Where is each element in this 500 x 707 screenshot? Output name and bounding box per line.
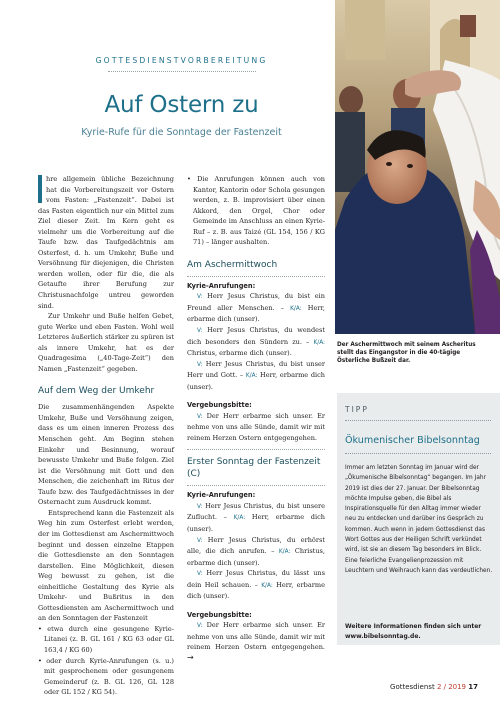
kicker-divider (108, 71, 256, 72)
invocation-line: V: Herr Jesus Christus, du bist ein Freund aller Menschen. – K/A: Herr, erbarme dich (unser). (187, 292, 325, 324)
issue-number: 2 / 2019 (436, 683, 467, 691)
intro-paragraph-2: Zur Umkehr und Buße helfen Gebet, gute Werke und eben Fasten. Wohl weil Letzteres äußerlich stärker zu spüren ist als innere Umkehr, hat es der Quadragesima („40-Tage-Zeit“) den Namen „Fastenzeit“ gegeben. (38, 312, 174, 373)
page-footer (390, 683, 478, 691)
bullet-item-2: • oder durch Kyrie-Anrufungen (s. u.) mit gesprochenem oder gesungenem Gemeinderuf (z. B. GL 126, GL 128 oder GL 152 / KG 54). (38, 656, 174, 697)
body-paragraph-1: Die zusammenhängenden Aspekte Umkehr, Buße und Versöhnung zeigen, dass es um einen inneren Prozess des Menschen geht. Am Beginn stehen Einkehr und Besinnung, worauf bewusste Umkehr und Buße folgen. Ziel ist die Versöhnung mit Gott und den Menschen, die zeichenhaft im Ritus der Taufe bzw. des Taufgedächtnisses in der Osternacht zum Ausdruck kommt. (38, 403, 174, 507)
magazine-name: Gottesdienst (390, 683, 435, 691)
invocation-line: V: Herr Jesus Christus, du bist unsere Zuflucht. – K/A: Herr, erbarme dich (unser). (187, 501, 325, 533)
body-paragraph-2: Entsprechend kann die Fastenzeit als Weg hin zum Osterfest erlebt werden, der im Gottesdienst am Aschermittwoch beginnt und dessen einzelne Etappen die Gottesdienste an den Sonntagen darstellen. Eine Möglichkeit, diesen Weg bewusst zu gehen, ist die einheitliche Gestaltung des Kyrie als Umkehr- und Bußritus in den Gottesdiensten am Aschermittwoch und an den Sonntagen der Fastenzeit (38, 508, 174, 623)
photo-illustration (335, 0, 500, 334)
text-column-1 (38, 174, 174, 698)
section-heading-erster-sonntag: Erster Sonntag der Fastenzeit (C) (187, 457, 321, 480)
drop-cap-bar (38, 175, 42, 203)
section-divider (187, 276, 325, 277)
text-column-2 (187, 174, 325, 664)
tipp-body: Immer am letzten Sonntag im Januar wird der „Ökumenische Bibelsonntag“ begangen. Im Jahr 2019 ist dies der 27. Januar. Der Bibelsonntag möchte Impulse geben, die Bibel als Inspirationsquelle für den Alltag immer wieder neu zu entdecken und darüber ins Gespräch zu kommen. Auch wenn in jedem Gottesdienst das Wort Gottes aus der Heiligen Schrift verkündet wird, ist sie an diesem Tag besonders im Blick. Eine feierliche Evangelienprozession mit Leuchtern und Weihrauch kann das verdeutlichen. (345, 465, 493, 574)
vergebung-text: V: Der Herr erbarme sich unser. Er nehme von uns alle Sünde, damit wir mit reinem Herzen Ostern entgegengehen. (187, 411, 325, 442)
invocation-line: V: Herr Jesus Christus, du erhörst alle, die dich anrufen. – K/A: Christus, erbarme dich (unser). (187, 535, 325, 567)
page-number: 17 (468, 683, 478, 691)
tipp-box (337, 393, 500, 645)
tipp-title: Ökumenischer Bibelsonntag (345, 435, 480, 446)
continue-arrow-icon: → (187, 652, 194, 662)
vergebung-subheading: Vergebungsbitte: (187, 401, 252, 410)
tipp-more-info: Weitere Informationen finden sich unter www.bibelsonntag.de. (345, 623, 482, 641)
section-divider (187, 485, 325, 486)
photo-caption: Der Aschermittwoch mit seinem Ascheritus stellt das Eingangstor in die 40-tägige Österliche Bußzeit dar. (337, 342, 476, 364)
invocation-line: V: Herr Jesus Christus, du lässt uns dein Heil schauen. – K/A: Herr, erbarme dich (unser). (187, 569, 325, 601)
vergebung-subheading: Vergebungsbitte: (187, 610, 252, 619)
bullet-item-1: • etwa durch eine gesungene Kyrie-Litanei (z. B. GL 161 / KG 63 oder GL 163,4 / KG 60) (38, 624, 174, 654)
ash-wednesday-photo (335, 0, 500, 334)
tipp-divider-bottom (345, 453, 491, 454)
kyrie-subheading: Kyrie-Anrufungen: (187, 491, 256, 500)
section-heading-umkehr: Auf dem Weg der Umkehr (38, 386, 155, 397)
invocation-line: V: Herr Jesus Christus, du bist unser Herr und Gott. – K/A: Herr, erbarme dich (unser). (187, 359, 325, 391)
section-heading-aschermittwoch: Am Aschermittwoch (187, 259, 278, 270)
section-divider (187, 449, 325, 450)
article-title: Auf Ostern zu (104, 92, 259, 118)
invocation-line: V: Herr Jesus Christus, du wendest dich besonders den Sündern zu. – K/A: Christus, erbarme dich (unser). (187, 325, 326, 358)
kyrie-subheading: Kyrie-Anrufungen: (187, 281, 256, 290)
section-kicker: GOTTESDIENSTVORBEREITUNG (95, 56, 268, 65)
tipp-kicker: TIPP (345, 405, 369, 414)
article-subtitle: Kyrie-Rufe für die Sonntage der Fastenzeit (81, 127, 282, 138)
vergebung-text: V: Der Herr erbarme sich unser. Er nehme von uns alle Sünde, damit wir mit reinem Herzen Ostern entgegengehen. → (187, 621, 325, 662)
bullet-item-3: • Die Anrufungen können auch von Kantor, Kantorin oder Schola gesungen werden, z. B. improvisiert über einen Akkord, den Orgel, Chor oder Gemeinde im Anschluss an einen Kyrie-Ruf – z. B. aus Taizé (GL 154, 156 / KG 71) – länger aushalten. (187, 175, 325, 247)
tipp-divider-top (345, 420, 491, 421)
intro-paragraph-1: hre allgemein übliche Bezeichnung hat die Vorbereitungszeit vor Ostern vom Fasten: „Fastenzeit“. Dabei ist das Fasten eigentlich nur ein Mittel zum Ziel dieser Zeit. Im Kern geht es vielmehr um die Vorbereitung auf die Taufe bzw. das Taufgedächtnis am Osterfest, d. h. um Umkehr, Buße und Versöhnung für diejenigen, die Christen werden wollen, oder für die, die als Getaufte ihrer Berufung zur Christusnachfolge untreu geworden sind. (38, 175, 174, 310)
